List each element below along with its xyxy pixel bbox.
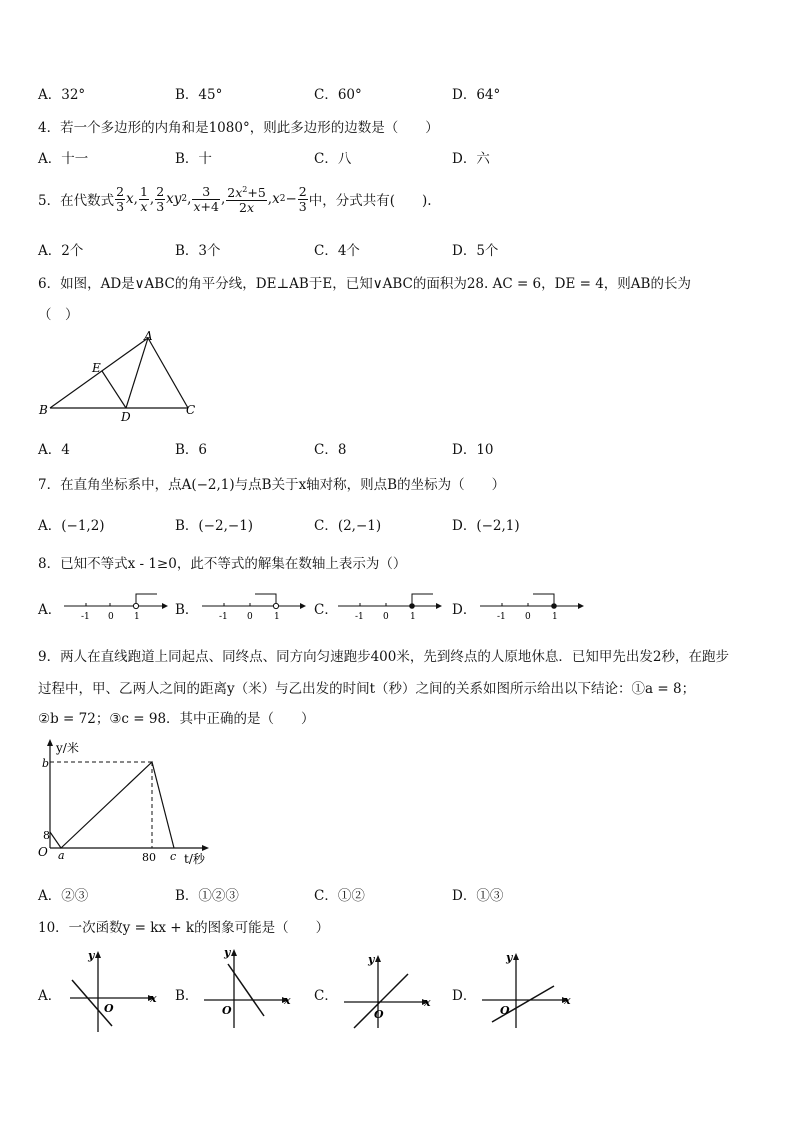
q10-option-a-label: A． bbox=[38, 988, 62, 1004]
svg-text:O: O bbox=[222, 1004, 232, 1017]
label-b: B bbox=[39, 403, 48, 417]
q10-option-c-label: C． bbox=[314, 988, 338, 1004]
q3-option-c: C．60° bbox=[314, 87, 362, 103]
label-e: E bbox=[92, 361, 101, 375]
q4-option-c: C．八 bbox=[314, 151, 352, 167]
expr-frac-2-3b: $\frac{2}{3}$ bbox=[156, 183, 165, 214]
q4-option-d: D．六 bbox=[452, 151, 490, 167]
q5-option-b: B．3个 bbox=[175, 243, 221, 259]
q6-stem-line2: （ ） bbox=[38, 307, 79, 323]
svg-text:-1: -1 bbox=[219, 612, 228, 622]
q10-stem: 10．一次函数y = kx + k的图象可能是（ ） bbox=[38, 920, 330, 936]
svg-text:1: 1 bbox=[274, 612, 280, 622]
q10-graph-b bbox=[198, 944, 298, 1032]
q9-option-c: C．①② bbox=[314, 888, 365, 904]
q9-option-d: D．①③ bbox=[452, 888, 504, 904]
q5-option-c: C．4个 bbox=[314, 243, 360, 259]
q10-option-b-label: B． bbox=[175, 988, 199, 1004]
svg-text:0: 0 bbox=[525, 612, 531, 622]
q6-option-b: B．6 bbox=[175, 442, 208, 458]
svg-text:O: O bbox=[500, 1004, 510, 1017]
label-c: c bbox=[170, 850, 177, 863]
svg-text:y: y bbox=[88, 949, 95, 962]
q8-numberline-d bbox=[478, 588, 588, 622]
svg-text:x: x bbox=[150, 992, 157, 1005]
q8-option-d-label: D． bbox=[452, 602, 477, 618]
q4-option-a: A．十一 bbox=[38, 151, 89, 167]
q8-numberline-a bbox=[62, 588, 170, 622]
label-8: 8 bbox=[43, 829, 50, 842]
svg-text:1: 1 bbox=[410, 612, 416, 622]
svg-text:1: 1 bbox=[134, 612, 140, 622]
svg-text:x: x bbox=[284, 994, 291, 1007]
q8-numberline-c bbox=[336, 588, 444, 622]
q7-option-d: D．(−2,1) bbox=[452, 518, 520, 534]
svg-text:1: 1 bbox=[552, 612, 558, 622]
svg-text:y: y bbox=[506, 951, 513, 964]
q10-graph-a bbox=[62, 948, 162, 1036]
label-b: b bbox=[42, 757, 50, 770]
q10-graph-c bbox=[338, 950, 438, 1032]
label-c: C bbox=[186, 403, 196, 417]
svg-text:-1: -1 bbox=[355, 612, 364, 622]
svg-text:-1: -1 bbox=[81, 612, 90, 622]
expr-frac-3-x4: $\frac{3}{x+4}$ bbox=[193, 183, 219, 214]
x-axis-label: t/秒 bbox=[184, 852, 205, 866]
q5-suffix: 中，分式共有( ). bbox=[308, 193, 432, 210]
svg-text:O: O bbox=[374, 1008, 384, 1021]
svg-text:y: y bbox=[368, 953, 375, 966]
label-80: 80 bbox=[142, 851, 156, 864]
svg-text:x: x bbox=[424, 996, 431, 1009]
q8-option-c-label: C． bbox=[314, 602, 338, 618]
q5-prefix: 5．在代数式 bbox=[38, 193, 115, 210]
y-axis-label: y/米 bbox=[56, 741, 79, 755]
q9-option-b: B．①②③ bbox=[175, 888, 239, 904]
q9-stem-line2: 过程中，甲、乙两人之间的距离y（米）与乙出发的时间t（秒）之间的关系如图所示给出以下结论：①a = 8； bbox=[38, 681, 696, 697]
svg-text:y: y bbox=[224, 946, 231, 959]
origin-label: O bbox=[38, 845, 48, 859]
label-a: a bbox=[58, 849, 65, 862]
label-a: A bbox=[144, 330, 153, 343]
q9-distance-graph bbox=[34, 738, 214, 866]
q6-option-d: D．10 bbox=[452, 442, 494, 458]
q5-option-a: A．2个 bbox=[38, 243, 84, 259]
q6-option-c: C．8 bbox=[314, 442, 347, 458]
q3-option-d: D．64° bbox=[452, 87, 501, 103]
q7-option-b: B．(−2,−1) bbox=[175, 518, 254, 534]
svg-text:-1: -1 bbox=[497, 612, 506, 622]
q6-stem-line1: 6．如图，AD是∨ABC的角平分线，DE⊥AB于E，已知∨ABC的面积为28. AC = 6，DE = 4，则AB的长为 bbox=[38, 276, 691, 292]
q7-option-c: C．(2,−1) bbox=[314, 518, 382, 534]
q9-stem-line1: 9．两人在直线跑道上同起点、同终点、同方向匀速跑步400米，先到终点的人原地休息．已知甲先出发2秒，在跑步 bbox=[38, 649, 729, 665]
svg-text:0: 0 bbox=[247, 612, 253, 622]
q10-option-d-label: D． bbox=[452, 988, 477, 1004]
q3-option-b: B．45° bbox=[175, 87, 223, 103]
svg-text:0: 0 bbox=[383, 612, 389, 622]
q8-numberline-b bbox=[200, 588, 308, 622]
q6-option-a: A．4 bbox=[38, 442, 70, 458]
svg-text:0: 0 bbox=[108, 612, 114, 622]
expr-frac-2-3: $\frac{2}{3}$ bbox=[116, 183, 125, 214]
q7-option-a: A．(−1,2) bbox=[38, 518, 105, 534]
expr-frac-2x2: $\frac{2x^2+5}{2x}$ bbox=[227, 185, 266, 216]
q10-graph-d bbox=[476, 948, 576, 1032]
q4-stem: 4．若一个多边形的内角和是1080°，则此多边形的边数是（ ） bbox=[38, 120, 439, 136]
q4-option-b: B．十 bbox=[175, 151, 212, 167]
q7-stem: 7．在直角坐标系中，点A(−2,1)与点B关于x轴对称，则点B的坐标为（ ） bbox=[38, 477, 506, 493]
q9-option-a: A．②③ bbox=[38, 888, 89, 904]
q5-stem: 5．在代数式 $\frac{2}{3}$ x , $\frac{1}{x}$ , $\frac{2}{3}$ xy 2 , $\frac{3}{x+4}$ , $\frac{2x^2+5}{2x}$ , x 2 − $\frac{2}{3}$ 中，分式共有( ). bbox=[38, 183, 432, 216]
label-d: D bbox=[121, 410, 131, 424]
q8-stem: 8．已知不等式x - 1≥0，此不等式的解集在数轴上表示为（） bbox=[38, 556, 407, 572]
q5-option-d: D．5个 bbox=[452, 243, 499, 259]
triangle-figure bbox=[36, 330, 206, 425]
q9-stem-line3: ②b = 72；③c = 98．其中正确的是（ ） bbox=[38, 711, 315, 727]
expr-frac-2-3c: $\frac{2}{3}$ bbox=[298, 183, 307, 214]
svg-text:x: x bbox=[564, 994, 571, 1007]
q8-option-b-label: B． bbox=[175, 602, 199, 618]
q3-option-a: A．32° bbox=[38, 87, 86, 103]
svg-text:O: O bbox=[104, 1002, 114, 1015]
expr-frac-1-x: $\frac{1}{x}$ bbox=[139, 183, 148, 214]
q8-option-a-label: A． bbox=[38, 602, 62, 618]
